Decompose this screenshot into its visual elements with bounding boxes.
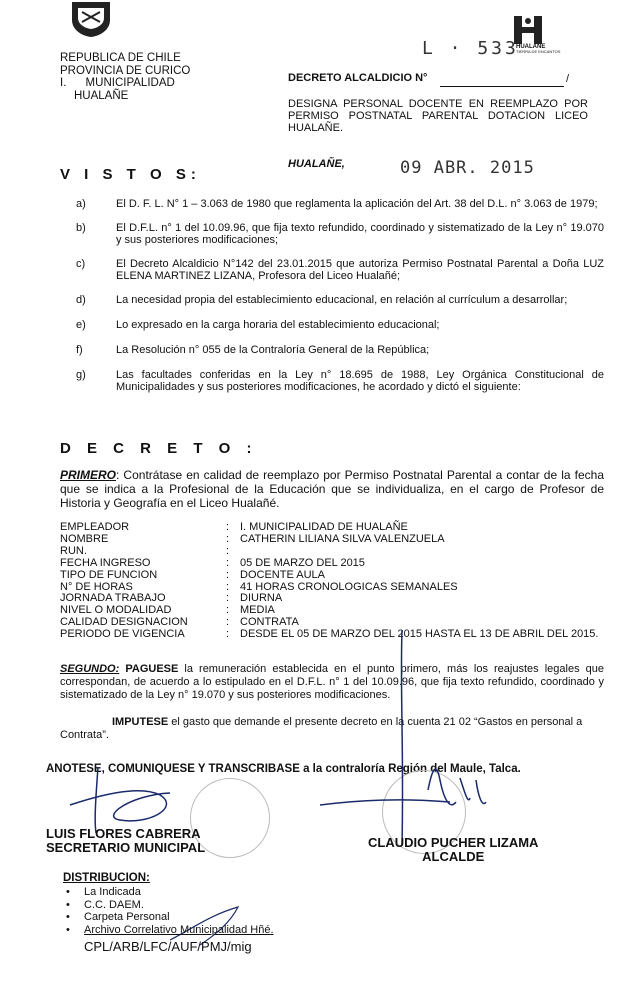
field-key: NIVEL O MODALIDAD <box>60 604 172 617</box>
typist-initials: CPL/ARB/LFC/AUF/PMJ/mig <box>84 939 252 954</box>
bullet-icon: • <box>66 911 70 923</box>
issuer-line: REPUBLICA DE CHILE <box>60 52 181 64</box>
field-key: CALIDAD DESIGNACION <box>60 616 188 629</box>
mayor-signature <box>300 630 520 850</box>
visto-letter: d) <box>76 294 86 306</box>
visto-letter: b) <box>76 222 86 234</box>
visto-item <box>76 369 604 393</box>
field-value: 05 DE MARZO DEL 2015 <box>240 556 365 569</box>
decree-subject: DESIGNA PERSONAL DOCENTE EN REEMPLAZO POR PERMISO POSTNATAL PARENTAL DOTACION LICEO HUALAÑE. <box>288 98 588 134</box>
issuer-line: HUALAÑE <box>74 89 129 102</box>
decree-number-stamp: L · 533 <box>422 38 519 59</box>
field-key: TIPO DE FUNCION <box>60 568 158 581</box>
distribution-list <box>66 886 274 936</box>
bullet-icon: • <box>66 898 70 911</box>
visto-text: El D. F. L. N° 1 – 3.063 de 1980 que reglamenta la aplicación del Art. 38 del D.L. n° 3.063 de 1979; <box>116 198 598 210</box>
distribution-item-text: Archivo Correlativo Municipalidad Hñé. <box>84 923 274 936</box>
issuer-line: I. MUNICIPALIDAD <box>60 77 175 89</box>
municipal-crest-logo <box>68 0 114 38</box>
field-row <box>60 546 604 558</box>
distribution-item-text: La Indicada <box>84 886 141 898</box>
field-row <box>60 558 604 570</box>
distribution-item <box>66 899 274 912</box>
visto-text: La Resolución n° 055 de la Contraloría General de la República; <box>116 344 430 356</box>
field-value: DESDE EL 05 DE MARZO DEL 2015 HASTA EL 13 DE ABRIL DEL 2015. <box>240 628 599 641</box>
bullet-icon: • <box>66 923 70 936</box>
impute-bold: IMPUTESE <box>112 716 169 728</box>
decree-number-line <box>440 86 564 87</box>
field-colon: : <box>226 616 230 629</box>
visto-item <box>76 319 604 331</box>
visto-letter: g) <box>76 369 86 381</box>
field-value: CATHERIN LILIANA SILVA VALENZUELA <box>240 532 445 545</box>
segundo-label: SEGUNDO: <box>60 663 120 675</box>
distribution-item-text: Carpeta Personal <box>84 911 170 923</box>
field-colon: : <box>226 568 230 581</box>
field-row <box>60 570 604 582</box>
field-colon: : <box>226 628 230 641</box>
field-key: JORNADA TRABAJO <box>60 592 166 605</box>
visto-text: Lo expresado en la carga horaria del establecimiento educacional; <box>116 319 440 331</box>
date-stamp: 09 ABR. 2015 <box>400 158 535 178</box>
field-value: CONTRATA <box>240 616 299 629</box>
visto-text: La necesidad propia del establecimiento educacional, en relación al currículum a desarrollar; <box>116 294 568 306</box>
field-key: FECHA INGRESO <box>60 556 151 569</box>
visto-text: El Decreto Alcaldicio N°142 del 23.01.2015 que autoriza Permiso Postnatal Parental a Doña LUZ ELENA MARTINEZ LIZANA, Profesora del Liceo Hualañé; <box>116 258 604 282</box>
distribution-item <box>66 911 274 924</box>
anotese-line: ANOTESE, COMUNIQUESE Y TRANSCRIBASE a la contraloría Región del Maule, Talca. <box>46 763 521 775</box>
vistos-list <box>76 198 604 393</box>
field-colon: : <box>226 592 230 605</box>
field-key: RUN. <box>60 544 87 557</box>
field-colon: : <box>226 544 230 557</box>
segundo-bold: PAGUESE <box>119 663 179 675</box>
field-key: PERIODO DE VIGENCIA <box>60 628 185 641</box>
segundo-text: la remuneración establecida en el punto primero, más los reajustes legales que correspondan, de acuerdo a lo estipulado en el D.F.L. n° 1 del 10.09.96, que fija texto refundido, coordinado y sistematizado de la Ley n° 19.070 y sus posteriores modificaciones. <box>60 663 604 701</box>
impute-text: el gasto que demande el presente decreto en la cuenta 21 02 “Gastos en personal a Contrata”. <box>60 716 583 741</box>
visto-text: El D.F.L. n° 1 del 10.09.96, que fija texto refundido, coordinado y sistematizado de la Ley n° 19.070 y sus posteriores modificaciones; <box>116 222 604 246</box>
field-value: I. MUNICIPALIDAD DE HUALAÑE <box>240 521 408 533</box>
secretary-name: LUIS FLORES CABRERA <box>46 826 201 841</box>
distribution-item <box>66 924 274 937</box>
decree-label: DECRETO ALCALDICIO N° <box>288 72 428 84</box>
visto-item <box>76 198 604 210</box>
field-key: NOMBRE <box>60 532 109 545</box>
field-value: DIURNA <box>240 592 283 605</box>
mayor-signature-block <box>368 836 538 864</box>
visto-item <box>76 222 604 246</box>
primero-label: PRIMERO <box>60 468 117 482</box>
visto-item <box>76 258 604 282</box>
primero-text: : Contrátase en calidad de reemplazo por Permiso Postnatal Parental a contar de la fecha que se indica a la Profesional de la Educación que se individualiza, en el cargo de Profesor de Historia y Geografía en el Liceo Hualañé. <box>60 468 604 510</box>
mayor-title: ALCALDE <box>422 849 485 864</box>
distribution-item-text: C.C. DAEM. <box>84 898 144 911</box>
field-colon: : <box>226 604 230 617</box>
visto-letter: c) <box>76 258 86 270</box>
bullet-icon: • <box>66 886 70 898</box>
secretary-title: SECRETARIO MUNICIPAL <box>46 840 206 855</box>
field-value <box>240 546 604 558</box>
issuer-block <box>60 52 190 102</box>
issuer-line: PROVINCIA DE CURICO <box>60 64 191 77</box>
field-colon: : <box>226 532 230 545</box>
visto-text: Las facultades conferidas en la Ley n° 18.695 de 1988, Ley Orgánica Constitucional de Municipalidades y sus posteriores modificaciones, he acordado y dictó el siguiente: <box>116 369 604 393</box>
field-value: DOCENTE AULA <box>240 568 325 581</box>
decree-slash: / <box>566 73 570 85</box>
employee-fields <box>60 522 604 641</box>
primero-paragraph <box>60 468 604 510</box>
mayor-name: CLAUDIO PUCHER LIZAMA <box>368 835 539 850</box>
visto-letter: f) <box>76 344 83 356</box>
logo-text: HUALANE <box>516 44 546 50</box>
city-label: HUALAÑE, <box>288 158 345 170</box>
field-value: MEDIA <box>240 604 275 617</box>
visto-item <box>76 344 604 356</box>
distribution-heading: DISTRIBUCION: <box>63 872 150 884</box>
vistos-heading: V I S T O S: <box>60 166 201 183</box>
logo-subtext: TIERRA DE ENCANTOS <box>516 49 561 54</box>
field-row <box>60 534 604 546</box>
visto-letter: a) <box>76 198 86 210</box>
visto-item <box>76 294 604 306</box>
field-colon: : <box>226 556 230 569</box>
distribution-item <box>66 886 274 899</box>
visto-letter: e) <box>76 319 86 331</box>
secretary-signature-block <box>46 827 205 855</box>
field-colon: : <box>226 580 230 593</box>
field-key: EMPLEADOR <box>60 521 130 533</box>
secretary-signature <box>60 765 220 835</box>
decreto-heading: D E C R E T O : <box>60 440 258 457</box>
field-value: 41 HORAS CRONOLOGICAS SEMANALES <box>240 580 458 593</box>
field-key: N° DE HORAS <box>60 580 133 593</box>
field-colon: : <box>226 521 230 533</box>
